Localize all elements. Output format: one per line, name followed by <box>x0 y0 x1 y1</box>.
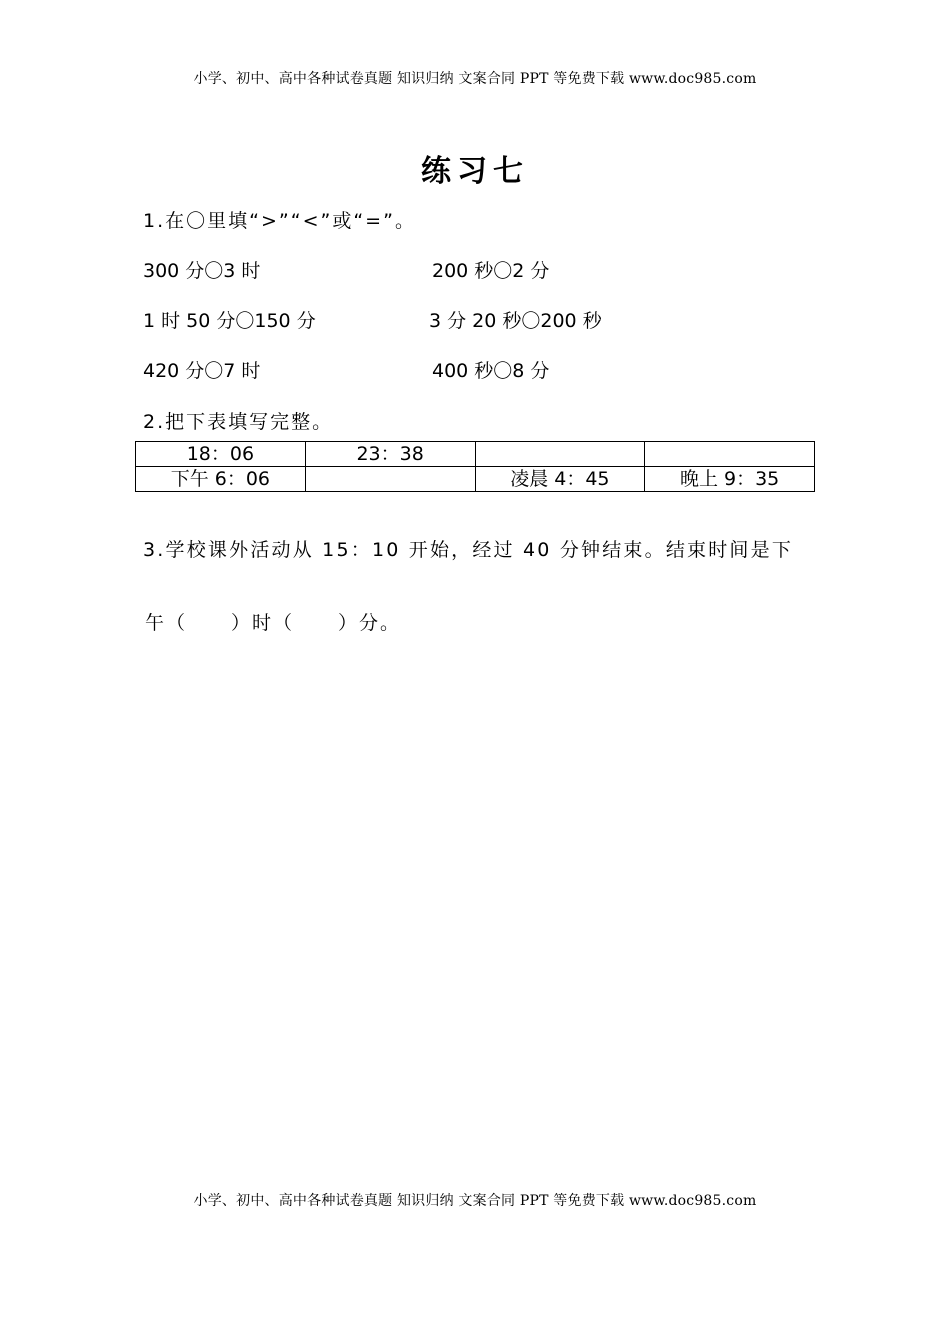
question-3-text: 3.学校课外活动从 15：10 开始，经过 40 分钟结束。结束时间是下 <box>143 539 794 561</box>
page-footer: 小学、初中、高中各种试卷真题 知识归纳 文案合同 PPT 等免费下载 www.doc985.com <box>193 1193 757 1209</box>
table-cell: 下午 6：06 <box>136 467 306 492</box>
table-row <box>136 467 815 492</box>
question-2-prompt: 2.把下表填写完整。 <box>143 411 334 433</box>
table-cell: 23：38 <box>305 442 475 467</box>
q1-item-1-left: 300 分〇3 时 <box>143 260 261 282</box>
page-title: 练习七 <box>421 154 529 189</box>
q3-text-a: 午（ <box>145 612 188 634</box>
q1-item-3-left: 420 分〇7 时 <box>143 360 261 382</box>
table-row <box>136 442 815 467</box>
table-cell: 18：06 <box>136 442 306 467</box>
table-cell: 凌晨 4：45 <box>475 467 645 492</box>
table-cell: 晚上 9：35 <box>645 467 815 492</box>
q3-text-c: ）分。 <box>338 612 402 634</box>
table-cell-blank <box>305 467 475 492</box>
q3-text-b: ）时（ <box>231 612 295 634</box>
q1-item-2-right: 3 分 20 秒〇200 秒 <box>429 310 602 332</box>
q1-item-3-right: 400 秒〇8 分 <box>432 360 550 382</box>
question-3-answer-line <box>145 608 401 635</box>
q1-item-2-left: 1 时 50 分〇150 分 <box>143 310 316 332</box>
time-conversion-table <box>135 441 815 492</box>
table-cell-blank <box>645 442 815 467</box>
table-cell-blank <box>475 442 645 467</box>
q1-item-1-right: 200 秒〇2 分 <box>432 260 550 282</box>
question-1-prompt: 1.在〇里填“>”“<”或“=”。 <box>143 210 416 232</box>
page-header: 小学、初中、高中各种试卷真题 知识归纳 文案合同 PPT 等免费下载 www.doc985.com <box>193 71 757 87</box>
